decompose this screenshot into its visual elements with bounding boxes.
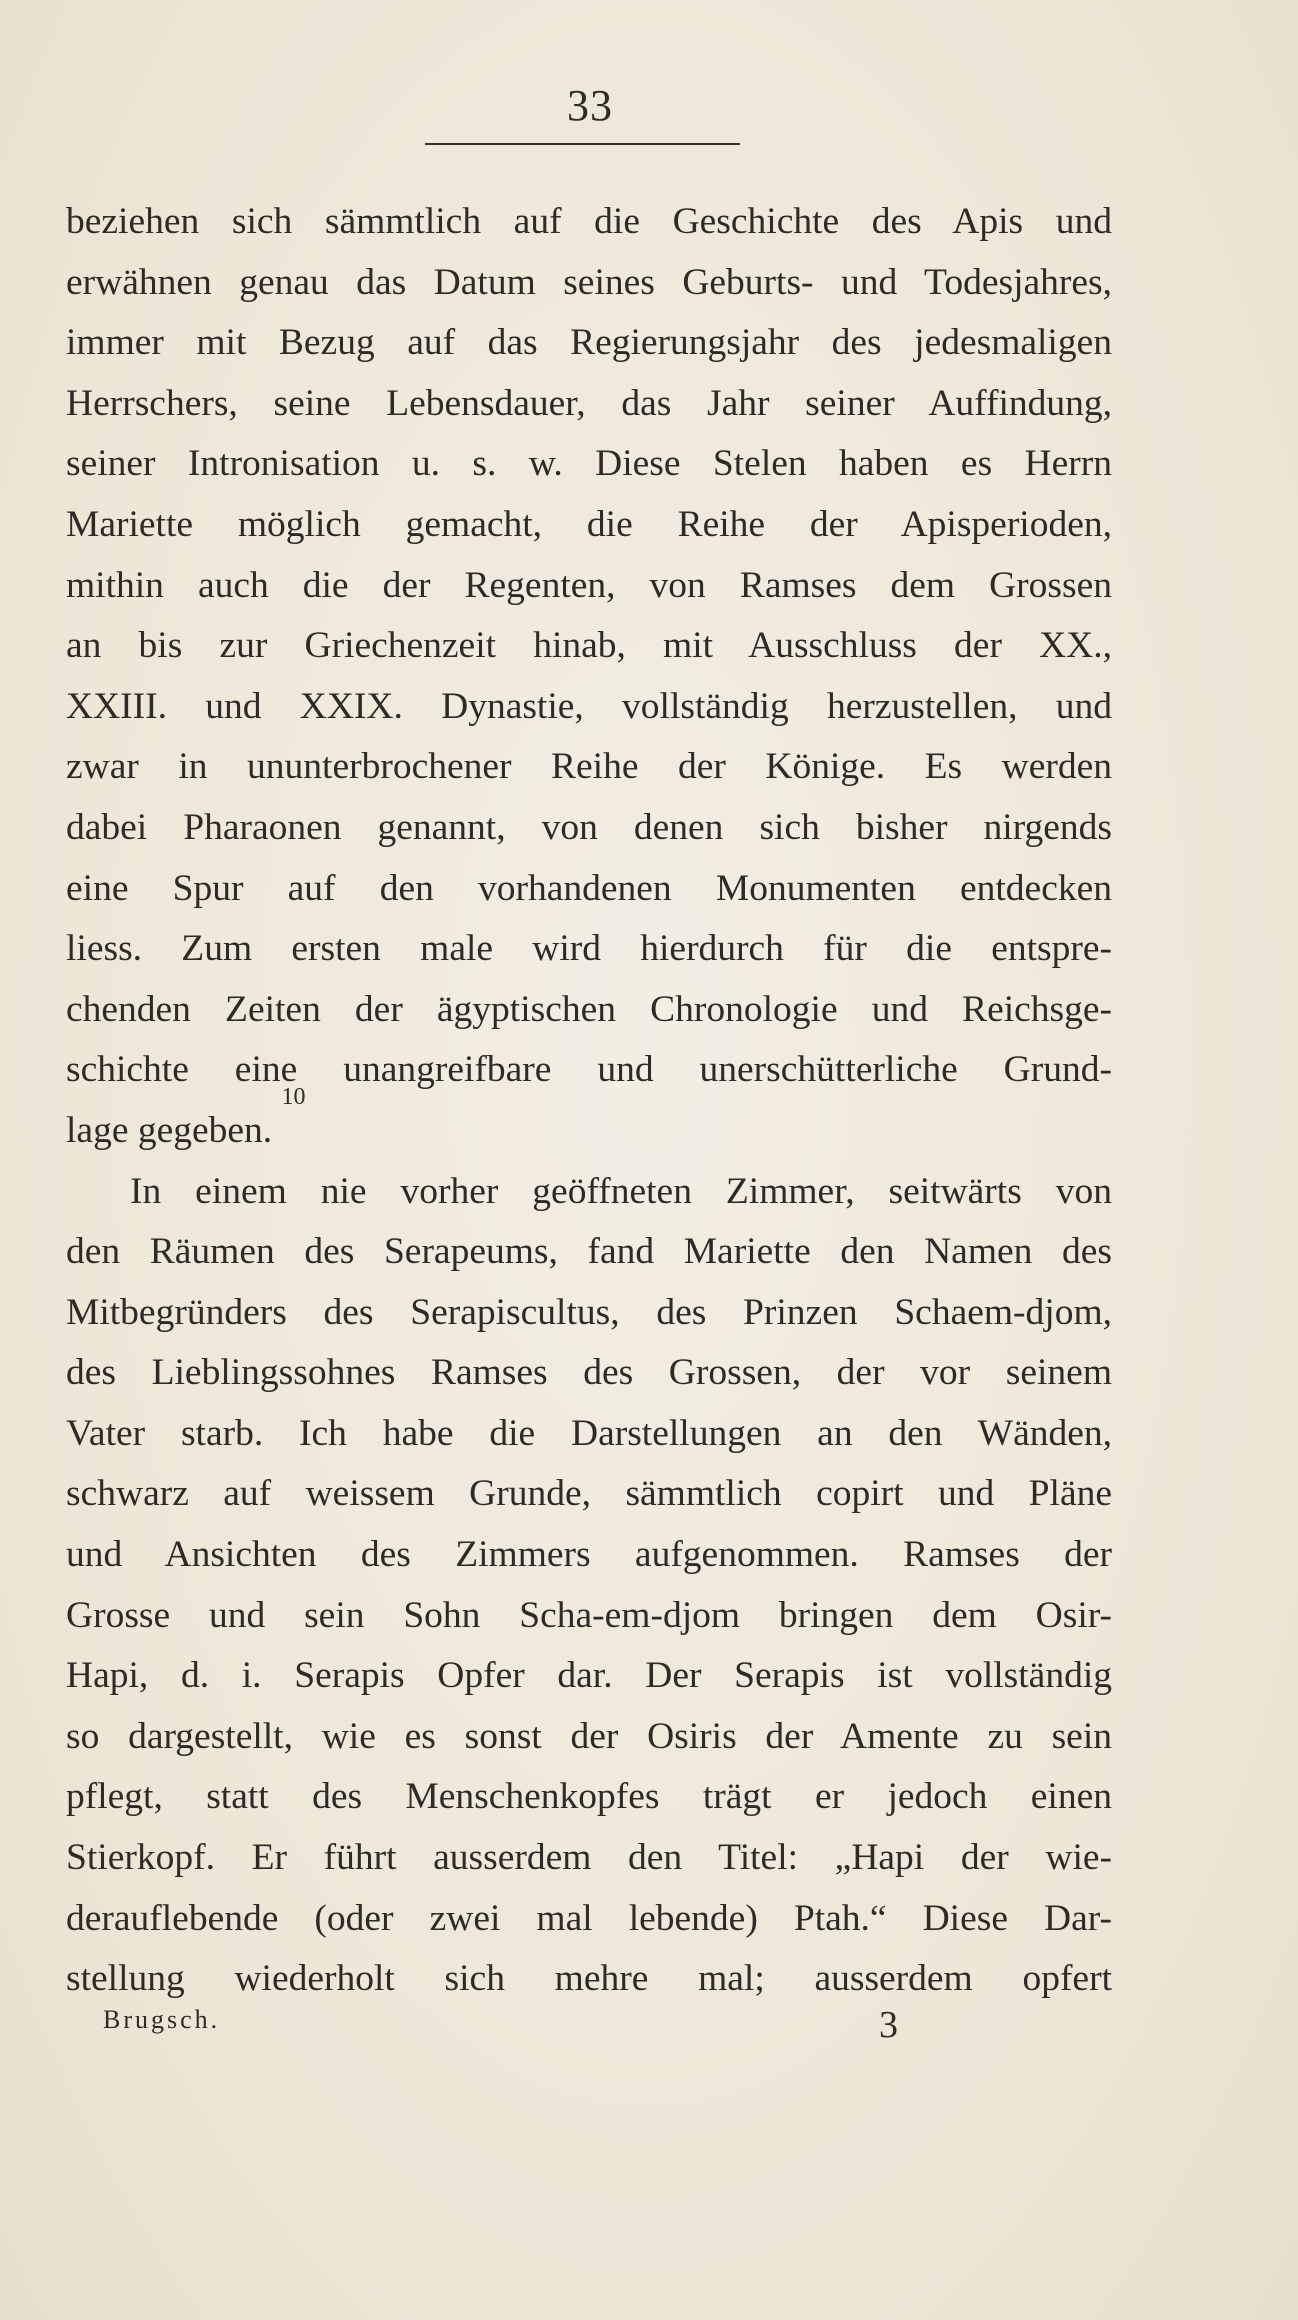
text-line: pflegt, statt des Menschenkopfes trägt er jedoch einen — [66, 1776, 1112, 1818]
text-line: Mitbegründers des Serapiscultus, des Prinzen Schaem-djom, — [66, 1291, 1112, 1333]
text-line: derauflebende (oder zwei mal lebende) Ptah.“ Diese Dar- — [66, 1897, 1112, 1939]
text-line: an bis zur Griechenzeit hinab, mit Ausschluss der XX., — [66, 625, 1112, 667]
signature-mark-author: Brugsch. — [103, 2005, 221, 2034]
text-line: liess. Zum ersten male wird hierdurch für die entspre- — [66, 928, 1112, 970]
text-line: Mariette möglich gemacht, die Reihe der Apisperioden, — [66, 503, 1112, 545]
text-line: chenden Zeiten der ägyptischen Chronologie und Reichsge- — [66, 988, 1112, 1030]
body-text — [66, 192, 1112, 2010]
text-line: den Räumen des Serapeums, fand Mariette den Namen des — [66, 1231, 1112, 1273]
text-line: schichte eine unangreifbare und unerschütterliche Grund- — [66, 1049, 1112, 1091]
text-line: XXIII. und XXIX. Dynastie, vollständig herzustellen, und — [66, 685, 1112, 727]
text-line: Herrschers, seine Lebensdauer, das Jahr seiner Auffindung, — [66, 382, 1112, 424]
text-line: Stierkopf. Er führt ausserdem den Titel: „Hapi der wie- — [66, 1837, 1112, 1879]
text-line: seiner Intronisation u. s. w. Diese Stelen haben es Herrn — [66, 443, 1112, 485]
text-line: Vater starb. Ich habe die Darstellungen an den Wänden, — [66, 1412, 1112, 1454]
text-line: mithin auch die der Regenten, von Ramses dem Grossen — [66, 564, 1112, 606]
page-footer — [103, 2005, 903, 2055]
text-line: beziehen sich sämmtlich auf die Geschichte des Apis und — [66, 201, 1112, 242]
text-line: stellung wiederholt sich mehre mal; ausserdem opfert — [66, 1958, 1112, 2000]
footnote-reference[interactable]: 10 — [281, 1083, 306, 1110]
text-line-content: lage gegeben. — [66, 1109, 273, 1151]
signature-mark-number: 3 — [879, 2004, 898, 2046]
text-line: des Lieblingssohnes Ramses des Grossen, der vor seinem — [66, 1352, 1112, 1394]
text-line: und Ansichten des Zimmers aufgenommen. Ramses der — [66, 1534, 1112, 1576]
text-line: dabei Pharaonen genannt, von denen sich bisher nirgends — [66, 806, 1112, 848]
text-line: eine Spur auf den vorhandenen Monumenten entdecken — [66, 867, 1112, 909]
text-line: schwarz auf weissem Grunde, sämmtlich copirt und Pläne — [66, 1473, 1112, 1515]
text-line: Hapi, d. i. Serapis Opfer dar. Der Serapis ist vollständig — [66, 1655, 1112, 1697]
header-rule — [425, 143, 740, 145]
text-line-paragraph-start: In einem nie vorher geöffneten Zimmer, seitwärts von — [130, 1170, 1112, 1212]
text-line: Grosse und sein Sohn Scha-em-djom bringen dem Osir- — [66, 1594, 1112, 1636]
page-number: 33 — [567, 81, 613, 130]
text-line: zwar in ununterbrochener Reihe der Könige. Es werden — [66, 746, 1112, 788]
text-line: erwähnen genau das Datum seines Geburts- und Todesjahres, — [66, 261, 1112, 303]
text-line-paragraph-end — [66, 1083, 1112, 1162]
text-line: immer mit Bezug auf das Regierungsjahr des jedesmaligen — [66, 322, 1112, 364]
text-line: so dargestellt, wie es sonst der Osiris der Amente zu sein — [66, 1715, 1112, 1757]
